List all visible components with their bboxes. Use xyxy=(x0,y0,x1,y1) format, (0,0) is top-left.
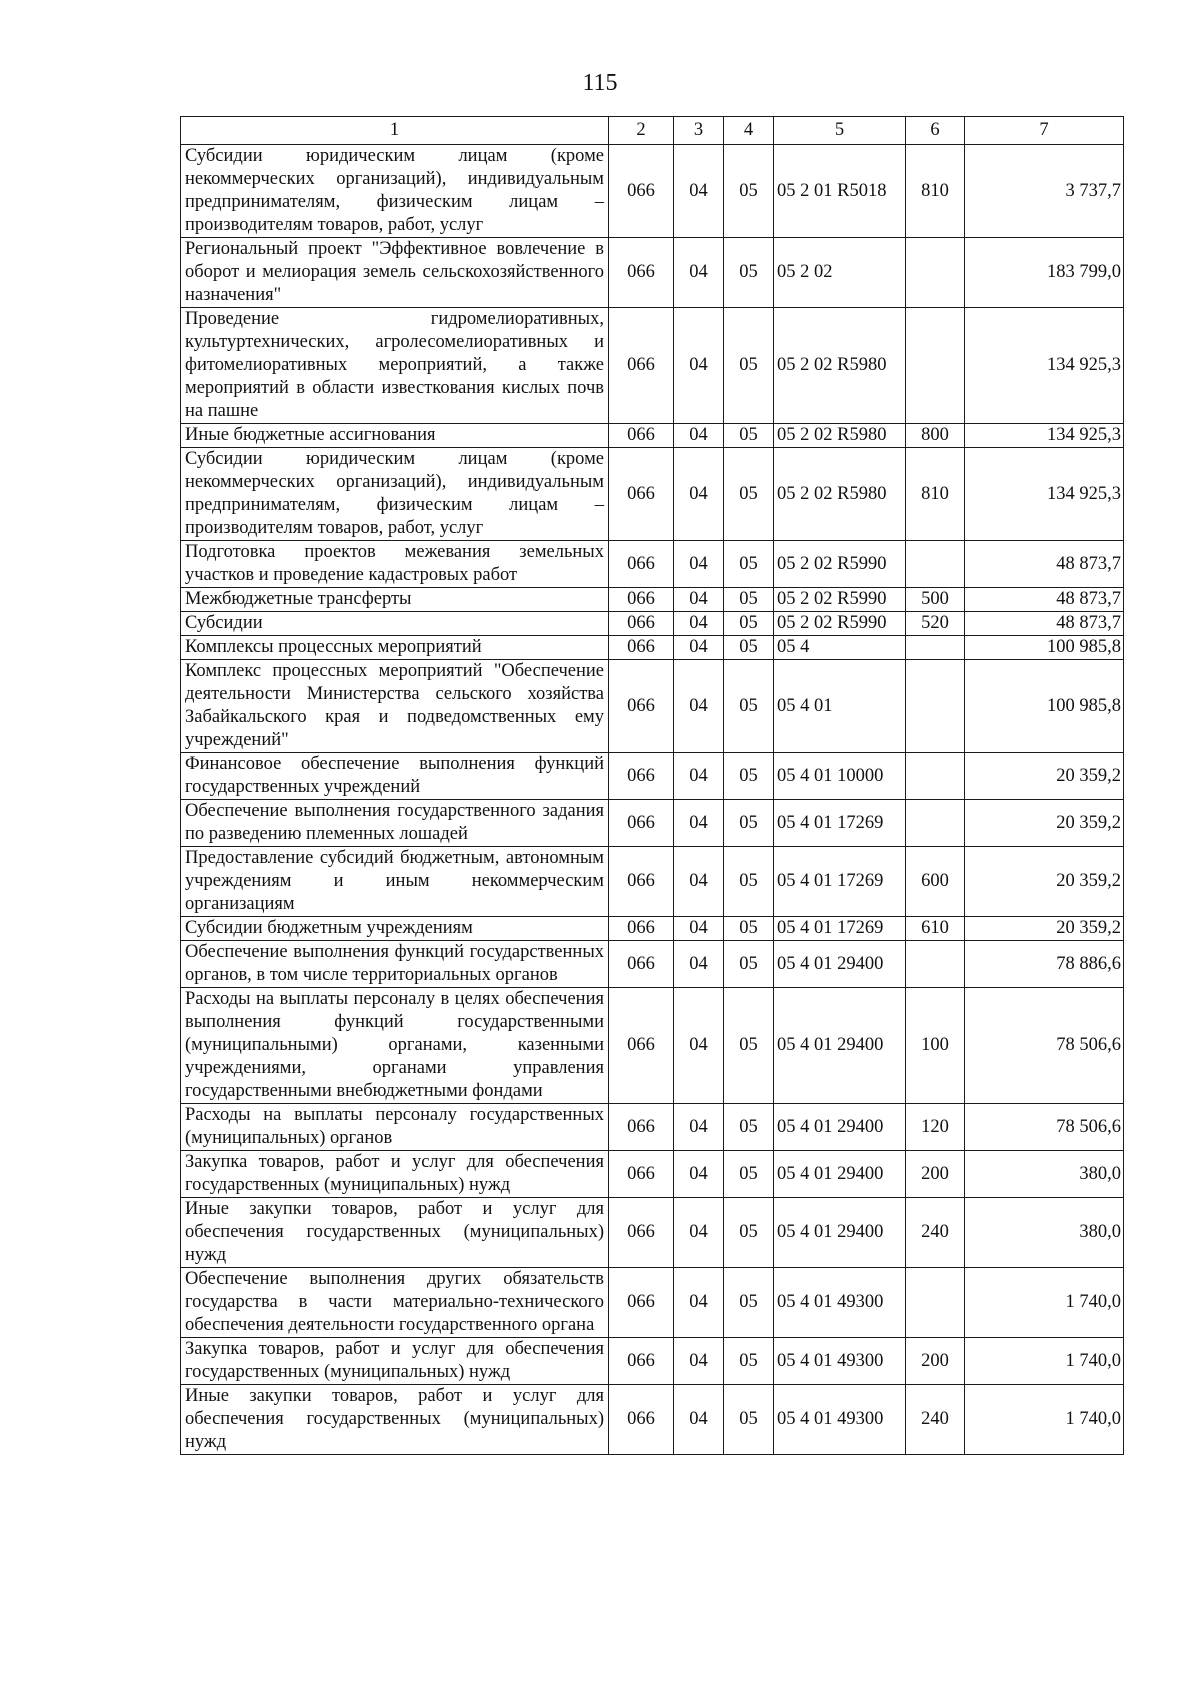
table-row xyxy=(181,988,1124,1104)
ministry-code-cell: 066 xyxy=(609,988,674,1104)
section-code-cell: 04 xyxy=(674,660,724,753)
amount-cell: 134 925,3 xyxy=(965,424,1124,448)
section-code-cell: 04 xyxy=(674,238,724,308)
amount-cell: 78 506,6 xyxy=(965,1104,1124,1151)
subsection-code-cell: 05 xyxy=(724,1198,774,1268)
row-name-cell: Расходы на выплаты персоналу государственных (муниципальных) органов xyxy=(181,1104,609,1151)
subsection-code-cell: 05 xyxy=(724,1151,774,1198)
expense-type-cell xyxy=(906,800,965,847)
table-row xyxy=(181,1151,1124,1198)
expense-type-cell: 520 xyxy=(906,612,965,636)
amount-cell: 3 737,7 xyxy=(965,145,1124,238)
amount-cell: 380,0 xyxy=(965,1198,1124,1268)
table-row xyxy=(181,636,1124,660)
expense-type-cell xyxy=(906,1268,965,1338)
subsection-code-cell: 05 xyxy=(724,988,774,1104)
row-name-cell: Региональный проект "Эффективное вовлечение в оборот и мелиорация земель сельскохозяйственного назначения" xyxy=(181,238,609,308)
table-row xyxy=(181,424,1124,448)
table-row xyxy=(181,847,1124,917)
row-name-cell: Комплекс процессных мероприятий "Обеспечение деятельности Министерства сельского хозяйства Забайкальского края и подведомственных ему учреждений" xyxy=(181,660,609,753)
target-article-cell: 05 4 01 29400 xyxy=(774,1151,906,1198)
amount-cell: 48 873,7 xyxy=(965,588,1124,612)
ministry-code-cell: 066 xyxy=(609,1338,674,1385)
table-row xyxy=(181,308,1124,424)
section-code-cell: 04 xyxy=(674,847,724,917)
ministry-code-cell: 066 xyxy=(609,238,674,308)
target-article-cell: 05 2 02 R5990 xyxy=(774,541,906,588)
table-row xyxy=(181,448,1124,541)
row-name-cell: Межбюджетные трансферты xyxy=(181,588,609,612)
ministry-code-cell: 066 xyxy=(609,1151,674,1198)
amount-cell: 20 359,2 xyxy=(965,800,1124,847)
amount-cell: 78 506,6 xyxy=(965,988,1124,1104)
row-name-cell: Расходы на выплаты персоналу в целях обеспечения выполнения функций государственными (муниципальными) органами, казенными учреждениями, органами управления государственными внебюджетными фондами xyxy=(181,988,609,1104)
section-code-cell: 04 xyxy=(674,1104,724,1151)
target-article-cell: 05 2 02 R5990 xyxy=(774,612,906,636)
subsection-code-cell: 05 xyxy=(724,941,774,988)
expense-type-cell xyxy=(906,238,965,308)
row-name-cell: Финансовое обеспечение выполнения функций государственных учреждений xyxy=(181,753,609,800)
target-article-cell: 05 4 01 49300 xyxy=(774,1338,906,1385)
subsection-code-cell: 05 xyxy=(724,308,774,424)
row-name-cell: Комплексы процессных мероприятий xyxy=(181,636,609,660)
table-row xyxy=(181,1385,1124,1455)
target-article-cell: 05 2 02 R5990 xyxy=(774,588,906,612)
table-row xyxy=(181,588,1124,612)
target-article-cell: 05 2 02 xyxy=(774,238,906,308)
ministry-code-cell: 066 xyxy=(609,448,674,541)
expense-type-cell xyxy=(906,308,965,424)
subsection-code-cell: 05 xyxy=(724,448,774,541)
expense-type-cell: 600 xyxy=(906,847,965,917)
page-number: 115 xyxy=(582,70,618,96)
amount-cell: 1 740,0 xyxy=(965,1268,1124,1338)
section-code-cell: 04 xyxy=(674,1385,724,1455)
row-name-cell: Иные закупки товаров, работ и услуг для обеспечения государственных (муниципальных) нужд xyxy=(181,1385,609,1455)
target-article-cell: 05 2 02 R5980 xyxy=(774,448,906,541)
subsection-code-cell: 05 xyxy=(724,917,774,941)
subsection-code-cell: 05 xyxy=(724,660,774,753)
table-row xyxy=(181,1198,1124,1268)
ministry-code-cell: 066 xyxy=(609,308,674,424)
row-name-cell: Иные бюджетные ассигнования xyxy=(181,424,609,448)
amount-cell: 380,0 xyxy=(965,1151,1124,1198)
column-header-7: 7 xyxy=(965,117,1124,145)
subsection-code-cell: 05 xyxy=(724,541,774,588)
budget-table xyxy=(180,116,1124,1455)
table-header xyxy=(181,117,1124,145)
section-code-cell: 04 xyxy=(674,145,724,238)
table-row xyxy=(181,917,1124,941)
expense-type-cell: 240 xyxy=(906,1198,965,1268)
row-name-cell: Субсидии xyxy=(181,612,609,636)
section-code-cell: 04 xyxy=(674,1198,724,1268)
expense-type-cell: 120 xyxy=(906,1104,965,1151)
ministry-code-cell: 066 xyxy=(609,612,674,636)
target-article-cell: 05 4 01 49300 xyxy=(774,1268,906,1338)
expense-type-cell xyxy=(906,660,965,753)
section-code-cell: 04 xyxy=(674,612,724,636)
row-name-cell: Закупка товаров, работ и услуг для обеспечения государственных (муниципальных) нужд xyxy=(181,1151,609,1198)
expense-type-cell: 810 xyxy=(906,448,965,541)
row-name-cell: Обеспечение выполнения государственного задания по разведению племенных лошадей xyxy=(181,800,609,847)
subsection-code-cell: 05 xyxy=(724,753,774,800)
ministry-code-cell: 066 xyxy=(609,660,674,753)
target-article-cell: 05 2 02 R5980 xyxy=(774,424,906,448)
target-article-cell: 05 4 01 29400 xyxy=(774,1104,906,1151)
expense-type-cell: 200 xyxy=(906,1151,965,1198)
table-row xyxy=(181,145,1124,238)
subsection-code-cell: 05 xyxy=(724,800,774,847)
subsection-code-cell: 05 xyxy=(724,636,774,660)
subsection-code-cell: 05 xyxy=(724,238,774,308)
ministry-code-cell: 066 xyxy=(609,1385,674,1455)
amount-cell: 1 740,0 xyxy=(965,1385,1124,1455)
table-body xyxy=(181,145,1124,1455)
amount-cell: 20 359,2 xyxy=(965,753,1124,800)
target-article-cell: 05 4 01 10000 xyxy=(774,753,906,800)
ministry-code-cell: 066 xyxy=(609,941,674,988)
column-header-4: 4 xyxy=(724,117,774,145)
section-code-cell: 04 xyxy=(674,1151,724,1198)
section-code-cell: 04 xyxy=(674,588,724,612)
amount-cell: 78 886,6 xyxy=(965,941,1124,988)
section-code-cell: 04 xyxy=(674,1338,724,1385)
row-name-cell: Закупка товаров, работ и услуг для обеспечения государственных (муниципальных) нужд xyxy=(181,1338,609,1385)
ministry-code-cell: 066 xyxy=(609,1198,674,1268)
target-article-cell: 05 4 01 17269 xyxy=(774,847,906,917)
subsection-code-cell: 05 xyxy=(724,847,774,917)
table-row xyxy=(181,238,1124,308)
ministry-code-cell: 066 xyxy=(609,636,674,660)
expense-type-cell: 500 xyxy=(906,588,965,612)
amount-cell: 48 873,7 xyxy=(965,541,1124,588)
expense-type-cell xyxy=(906,941,965,988)
ministry-code-cell: 066 xyxy=(609,753,674,800)
ministry-code-cell: 066 xyxy=(609,145,674,238)
amount-cell: 1 740,0 xyxy=(965,1338,1124,1385)
target-article-cell: 05 2 02 R5980 xyxy=(774,308,906,424)
section-code-cell: 04 xyxy=(674,800,724,847)
target-article-cell: 05 4 01 17269 xyxy=(774,917,906,941)
subsection-code-cell: 05 xyxy=(724,588,774,612)
amount-cell: 48 873,7 xyxy=(965,612,1124,636)
amount-cell: 183 799,0 xyxy=(965,238,1124,308)
target-article-cell: 05 2 01 R5018 xyxy=(774,145,906,238)
table-row xyxy=(181,541,1124,588)
expense-type-cell: 100 xyxy=(906,988,965,1104)
table-row xyxy=(181,1338,1124,1385)
section-code-cell: 04 xyxy=(674,448,724,541)
expense-type-cell xyxy=(906,636,965,660)
expense-type-cell: 240 xyxy=(906,1385,965,1455)
row-name-cell: Субсидии юридическим лицам (кроме некоммерческих организаций), индивидуальным предпринимателям, физическим лицам – производителям товаров, работ, услуг xyxy=(181,448,609,541)
ministry-code-cell: 066 xyxy=(609,1104,674,1151)
table-row xyxy=(181,612,1124,636)
expense-type-cell: 800 xyxy=(906,424,965,448)
column-header-6: 6 xyxy=(906,117,965,145)
expense-type-cell: 200 xyxy=(906,1338,965,1385)
ministry-code-cell: 066 xyxy=(609,588,674,612)
amount-cell: 100 985,8 xyxy=(965,660,1124,753)
section-code-cell: 04 xyxy=(674,424,724,448)
section-code-cell: 04 xyxy=(674,941,724,988)
subsection-code-cell: 05 xyxy=(724,612,774,636)
row-name-cell: Субсидии юридическим лицам (кроме некоммерческих организаций), индивидуальным предпринимателям, физическим лицам – производителям товаров, работ, услуг xyxy=(181,145,609,238)
row-name-cell: Подготовка проектов межевания земельных участков и проведение кадастровых работ xyxy=(181,541,609,588)
ministry-code-cell: 066 xyxy=(609,847,674,917)
ministry-code-cell: 066 xyxy=(609,800,674,847)
subsection-code-cell: 05 xyxy=(724,1385,774,1455)
table-row xyxy=(181,1104,1124,1151)
ministry-code-cell: 066 xyxy=(609,1268,674,1338)
target-article-cell: 05 4 01 29400 xyxy=(774,988,906,1104)
header-row xyxy=(181,117,1124,145)
ministry-code-cell: 066 xyxy=(609,917,674,941)
amount-cell: 20 359,2 xyxy=(965,917,1124,941)
section-code-cell: 04 xyxy=(674,308,724,424)
row-name-cell: Иные закупки товаров, работ и услуг для обеспечения государственных (муниципальных) нужд xyxy=(181,1198,609,1268)
target-article-cell: 05 4 01 49300 xyxy=(774,1385,906,1455)
amount-cell: 100 985,8 xyxy=(965,636,1124,660)
section-code-cell: 04 xyxy=(674,988,724,1104)
column-header-3: 3 xyxy=(674,117,724,145)
subsection-code-cell: 05 xyxy=(724,1338,774,1385)
table-row xyxy=(181,1268,1124,1338)
ministry-code-cell: 066 xyxy=(609,424,674,448)
section-code-cell: 04 xyxy=(674,917,724,941)
subsection-code-cell: 05 xyxy=(724,424,774,448)
subsection-code-cell: 05 xyxy=(724,1268,774,1338)
row-name-cell: Обеспечение выполнения функций государственных органов, в том числе территориальных органов xyxy=(181,941,609,988)
amount-cell: 134 925,3 xyxy=(965,448,1124,541)
row-name-cell: Предоставление субсидий бюджетным, автономным учреждениям и иным некоммерческим организациям xyxy=(181,847,609,917)
section-code-cell: 04 xyxy=(674,541,724,588)
table-row xyxy=(181,800,1124,847)
row-name-cell: Проведение гидромелиоративных, культуртехнических, агролесомелиоративных и фитомелиоративных мероприятий, а также мероприятий в области известкования кислых почв на пашне xyxy=(181,308,609,424)
expense-type-cell xyxy=(906,541,965,588)
target-article-cell: 05 4 xyxy=(774,636,906,660)
subsection-code-cell: 05 xyxy=(724,1104,774,1151)
amount-cell: 20 359,2 xyxy=(965,847,1124,917)
ministry-code-cell: 066 xyxy=(609,541,674,588)
column-header-1: 1 xyxy=(181,117,609,145)
row-name-cell: Обеспечение выполнения других обязательств государства в части материально-технического обеспечения деятельности государственного органа xyxy=(181,1268,609,1338)
table-row xyxy=(181,753,1124,800)
expense-type-cell xyxy=(906,753,965,800)
expense-type-cell: 610 xyxy=(906,917,965,941)
amount-cell: 134 925,3 xyxy=(965,308,1124,424)
row-name-cell: Субсидии бюджетным учреждениям xyxy=(181,917,609,941)
column-header-5: 5 xyxy=(774,117,906,145)
target-article-cell: 05 4 01 17269 xyxy=(774,800,906,847)
target-article-cell: 05 4 01 29400 xyxy=(774,941,906,988)
expense-type-cell: 810 xyxy=(906,145,965,238)
column-header-2: 2 xyxy=(609,117,674,145)
section-code-cell: 04 xyxy=(674,1268,724,1338)
section-code-cell: 04 xyxy=(674,753,724,800)
section-code-cell: 04 xyxy=(674,636,724,660)
target-article-cell: 05 4 01 xyxy=(774,660,906,753)
table-row xyxy=(181,660,1124,753)
table-row xyxy=(181,941,1124,988)
target-article-cell: 05 4 01 29400 xyxy=(774,1198,906,1268)
subsection-code-cell: 05 xyxy=(724,145,774,238)
